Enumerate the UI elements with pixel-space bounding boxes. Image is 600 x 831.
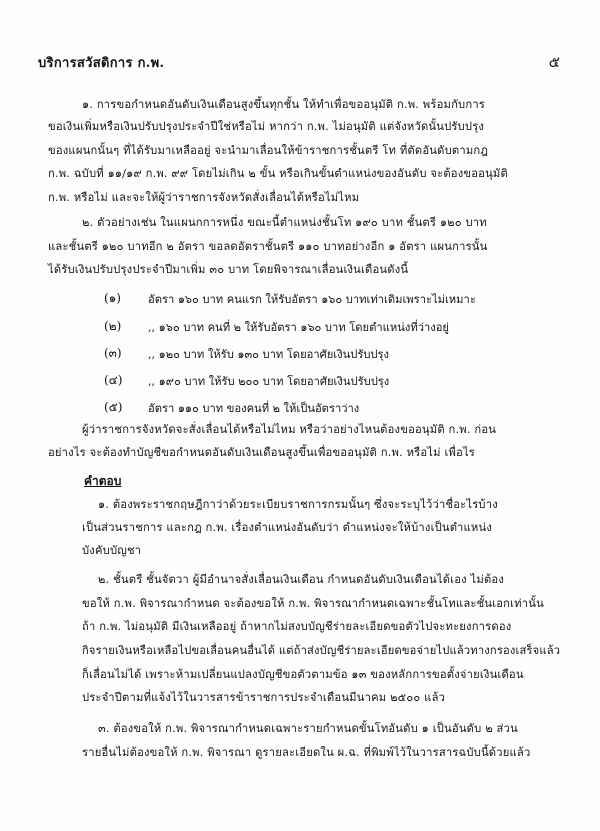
item-text: ,, ๑๙๐ บาท ให้รับ ๒๐๐ บาท โดยอาศัยเงินปรับปรุง — [148, 375, 390, 388]
item-text: อัตรา ๑๖๐ บาท คนแรก ให้รับอัตรา ๑๖๐ บาทเท่าเดิมเพราะไม่เหมาะ — [148, 293, 476, 306]
item-number: (๒) — [104, 319, 122, 333]
answer-line: ประจำปีตามที่แจ้งไว้ในวารสารข้าราชการประจำเดือนมีนาคม ๒๕๐๐ แล้ว — [82, 691, 446, 704]
question-line: ผู้ว่าราชการจังหวัดจะสั่งเลื่อนได้หรือไม่ไหม หรือว่าอย่างไหนต้องขออนุมัติ ก.พ. ก่อน — [82, 423, 497, 436]
answer-line: กิจรายเงินหรือเหลือไปขอเลื่อนคนอื่นได้ แต่ถ้าส่งบัญชีร่ายละเอียดขอจ่ายไปแล้วทางกรองเสร็จแล้ว — [82, 644, 561, 657]
question-line: ก.พ. ฉบับที่ ๑๑/๑๙ ก.พ. ๙๙ โดยไม่เกิน ๒ ขั้น หรือเกินขั้นตำแหน่งของอันดับ จะต้องขออนุมัติ — [48, 167, 508, 180]
item-text: ,, ๑๒๐ บาท ให้รับ ๑๓๐ บาท โดยอาศัยเงินปรับปรุง — [148, 348, 390, 361]
item-text: ,, ๑๖๐ บาท คนที่ ๒ ให้รับอัตรา ๑๖๐ บาท โดยตำแหน่งที่ว่างอยู่ — [148, 321, 449, 334]
answer-line: ๒. ชั้นตรี ชั้นจัตวา ผู้มีอำนาจสั่งเลื่อนเงินเดือน กำหนดอันดับเงินเดือนได้เอง ไม่ต้อง — [98, 573, 505, 586]
item-number: (๑) — [104, 291, 121, 305]
item-number: (๔) — [104, 373, 123, 387]
header-title: บริการสวัสดิการ ก.พ. — [38, 56, 165, 71]
question-line: ๑. การขอกำหนดอันดับเงินเดือนสูงขึ้นทุกชั้น ให้ทำเพื่อขออนุมัติ ก.พ. พร้อมกับการ — [82, 98, 486, 111]
answer-line: เป็นส่วนราชการ และกฎ ก.พ. เรื่องตำแหน่งอันดับว่า ตำแหน่งจะให้บ้างเป็นตำแหน่ง — [82, 521, 492, 534]
question-line: และชั้นตรี ๑๒๐ บาทอีก ๒ อัตรา ขอลดอัตราชั้นตรี ๑๑๐ บาทอย่างอีก ๑ อัตรา แผนการนั้น — [48, 240, 488, 253]
answer-line: ถ้า ก.พ. ไม่อนุมัติ มีเงินเหลืออยู่ ถ้าหากไม่สงบบัญชีร่ายละเอียดขอตัวไปจะทะยงการดอง — [82, 620, 512, 633]
question-line: ขอเงินเพิ่มหรือเงินปรับปรุงประจำปีใช่หรือไม่ หากว่า ก.พ. ไม่อนุมัติ แต่จังหวัดนั้นปรับปรุง — [48, 120, 485, 133]
question-line: ของแผนกนั้นๆ ที่ได้รับมาเหลืออยู่ จะนำมาเลื่อนให้ข้าราชการชั้นตรี โท ที่ตัดอันดับตามกฎ — [48, 144, 489, 157]
answer-line: บังคับบัญชา — [82, 544, 142, 557]
question-line: ก.พ. หรือไม่ และจะให้ผู้ว่าราชการจังหวัดสั่งเลื่อนได้หรือไม่ไหม — [48, 191, 360, 204]
answer-line: ๑. ต้องพระราชกฤษฎีกาว่าด้วยระเบียบราชการกรมนั้นๆ ซึ่งจะระบุไว้ว่าชื่อะไรบ้าง — [98, 498, 498, 511]
question-line: ๒. ตัวอย่างเช่น ในแผนกการหนึ่ง ขณะนี้ตำแหน่งชั้นโท ๑๙๐ บาท ชั้นตรี ๑๒๐ บาท — [82, 216, 487, 229]
answer-line: รายอื่นไม่ต้องขอให้ ก.พ. พิจารณา ดูรายละเอียดใน ผ.ฉ. ที่พิมพ์ไว้ในวารสารฉบับนี้ด้วยแล้ว — [82, 746, 531, 759]
answer-line: ๓. ต้องขอให้ ก.พ. พิจารณากำหนดเฉพาะรายกำหนดขั้นโทอันดับ ๑ เป็นอันดับ ๒ ส่วน — [98, 722, 518, 735]
answer-line: ขอให้ ก.พ. พิจารณากำหนด จะต้องขอให้ ก.พ. พิจารณากำหนดเฉพาะชั้นโทและชั้นเอกเท่านั้น — [82, 597, 544, 610]
answer-line: ก็เลื่อนไม่ได้ เพราะห้ามเปลี่ยนแปลงบัญชีขอตัวตามข้อ ๑๓ ของหลักการขอตั้งจ่ายเงินเดือน — [82, 668, 524, 681]
page-number: ๕ — [548, 53, 560, 71]
question-line: อย่างไร จะต้องทำบัญชีขอกำหนดอันดับเงินเดือนสูงขึ้นเพื่อขออนุมัติ ก.พ. หรือไม่ เพื่อไร — [48, 446, 476, 459]
question-line: ได้รับเงินปรับปรุงประจำปีมาเพิ่ม ๓๐ บาท โดยพิจารณาเลื่อนเงินเดือนดังนี้ — [48, 263, 409, 276]
item-number: (๓) — [104, 346, 122, 360]
item-text: อัตรา ๑๑๐ บาท ของคนที่ ๒ ให้เป็นอัตราว่าง — [148, 402, 360, 415]
item-number: (๕) — [104, 400, 123, 414]
answer-label: คำตอบ — [84, 474, 122, 488]
